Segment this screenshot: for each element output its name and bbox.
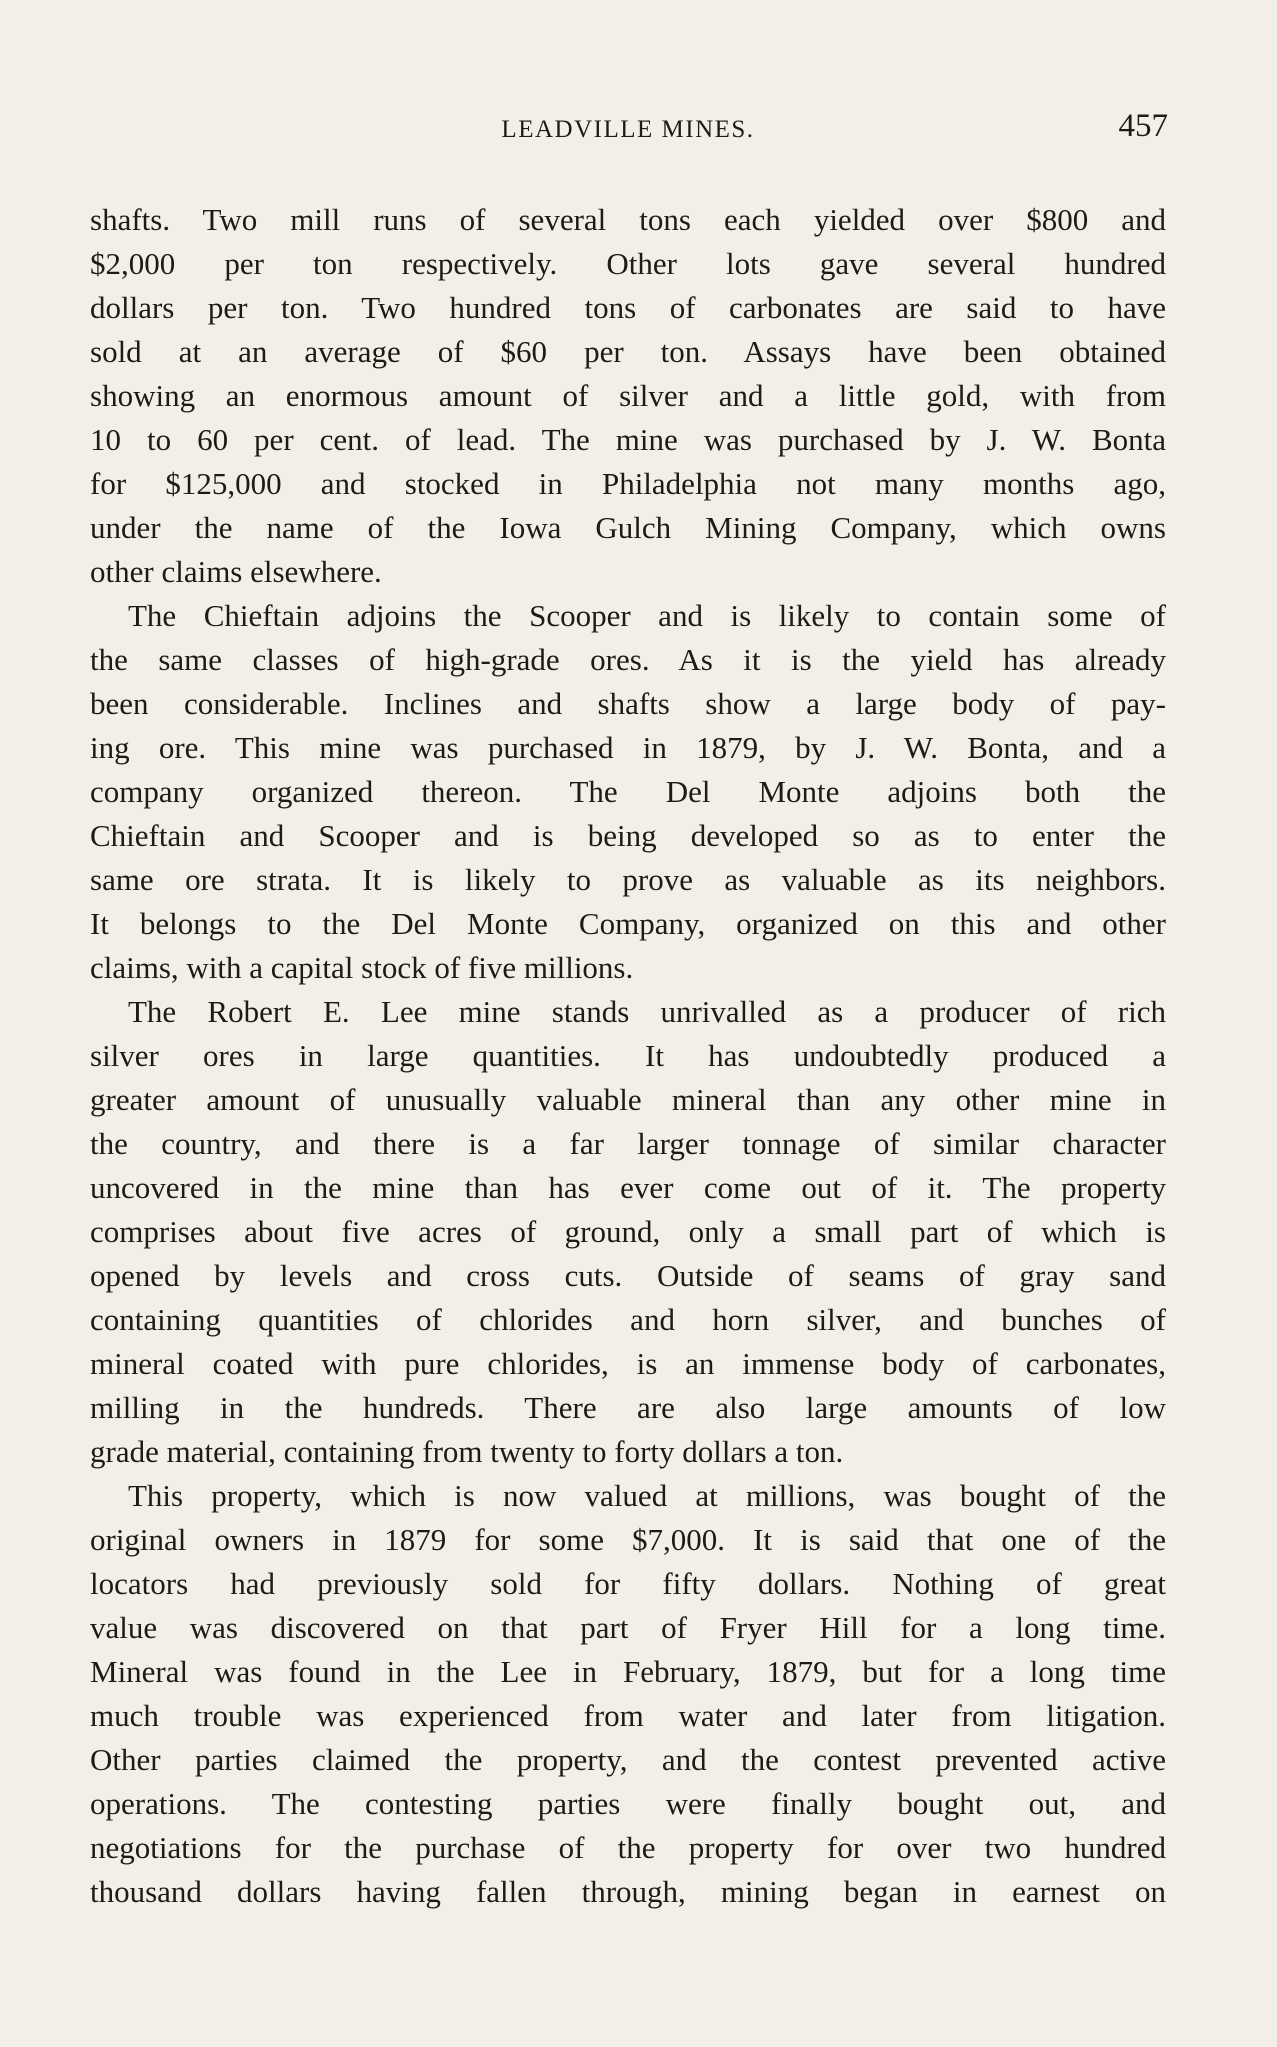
text-line: been considerable. Inclines and shafts show a large body of pay- <box>90 686 1166 721</box>
text-line: same ore strata. It is likely to prove as valuable as its neighbors. <box>90 862 1166 897</box>
text-line: uncovered in the mine than has ever come out of it. The property <box>90 1170 1166 1205</box>
running-head <box>88 108 1168 152</box>
text-line: sold at an average of $60 per ton. Assays have been obtained <box>90 334 1166 369</box>
text-line: This property, which is now valued at millions, was bought of the <box>128 1478 1166 1513</box>
text-line: company organized thereon. The Del Monte adjoins both the <box>90 774 1166 809</box>
text-line: value was discovered on that part of Fryer Hill for a long time. <box>90 1610 1166 1645</box>
paragraph <box>90 594 1166 990</box>
text-line: mineral coated with pure chlorides, is an immense body of carbonates, <box>90 1346 1166 1381</box>
text-line: thousand dollars having fallen through, mining began in earnest on <box>90 1874 1166 1909</box>
text-line: other claims elsewhere. <box>90 554 382 589</box>
text-line: $2,000 per ton respectively. Other lots gave several hundred <box>90 246 1166 281</box>
text-line: comprises about five acres of ground, only a small part of which is <box>90 1214 1166 1249</box>
text-line: claims, with a capital stock of five millions. <box>90 950 634 985</box>
paragraph <box>90 198 1166 594</box>
text-line: locators had previously sold for fifty dollars. Nothing of great <box>90 1566 1166 1601</box>
text-line: original owners in 1879 for some $7,000. It is said that one of the <box>90 1522 1166 1557</box>
text-line: the country, and there is a far larger tonnage of similar character <box>90 1126 1166 1161</box>
text-line: containing quantities of chlorides and horn silver, and bunches of <box>90 1302 1166 1337</box>
text-line: The Robert E. Lee mine stands unrivalled as a producer of rich <box>128 994 1166 1029</box>
text-line: It belongs to the Del Monte Company, organized on this and other <box>90 906 1166 941</box>
text-line: showing an enormous amount of silver and a little gold, with from <box>90 378 1166 413</box>
body-text <box>90 198 1166 1914</box>
running-title: LEADVILLE MINES. <box>501 116 755 143</box>
text-line: milling in the hundreds. There are also large amounts of low <box>90 1390 1166 1425</box>
text-line: under the name of the Iowa Gulch Mining Company, which owns <box>90 510 1166 545</box>
text-line: operations. The contesting parties were finally bought out, and <box>90 1786 1166 1821</box>
text-line: ing ore. This mine was purchased in 1879, by J. W. Bonta, and a <box>90 730 1166 765</box>
paragraph <box>90 990 1166 1474</box>
text-line: Chieftain and Scooper and is being developed so as to enter the <box>90 818 1166 853</box>
text-line: opened by levels and cross cuts. Outside of seams of gray sand <box>90 1258 1166 1293</box>
text-line: for $125,000 and stocked in Philadelphia not many months ago, <box>90 466 1166 501</box>
text-line: negotiations for the purchase of the property for over two hundred <box>90 1830 1166 1865</box>
text-line: silver ores in large quantities. It has undoubtedly produced a <box>90 1038 1166 1073</box>
paragraph <box>90 1474 1166 1914</box>
text-line: the same classes of high-grade ores. As it is the yield has already <box>90 642 1166 677</box>
page-number: 457 <box>1118 108 1168 144</box>
text-line: shafts. Two mill runs of several tons each yielded over $800 and <box>90 202 1166 237</box>
text-line: 10 to 60 per cent. of lead. The mine was purchased by J. W. Bonta <box>90 422 1166 457</box>
text-line: Other parties claimed the property, and the contest prevented active <box>90 1742 1166 1777</box>
text-line: grade material, containing from twenty to forty dollars a ton. <box>90 1434 844 1469</box>
text-line: greater amount of unusually valuable mineral than any other mine in <box>90 1082 1166 1117</box>
text-line: The Chieftain adjoins the Scooper and is likely to contain some of <box>128 598 1166 633</box>
text-line: much trouble was experienced from water and later from litigation. <box>90 1698 1166 1733</box>
text-line: dollars per ton. Two hundred tons of carbonates are said to have <box>90 290 1166 325</box>
text-line: Mineral was found in the Lee in February, 1879, but for a long time <box>90 1654 1166 1689</box>
